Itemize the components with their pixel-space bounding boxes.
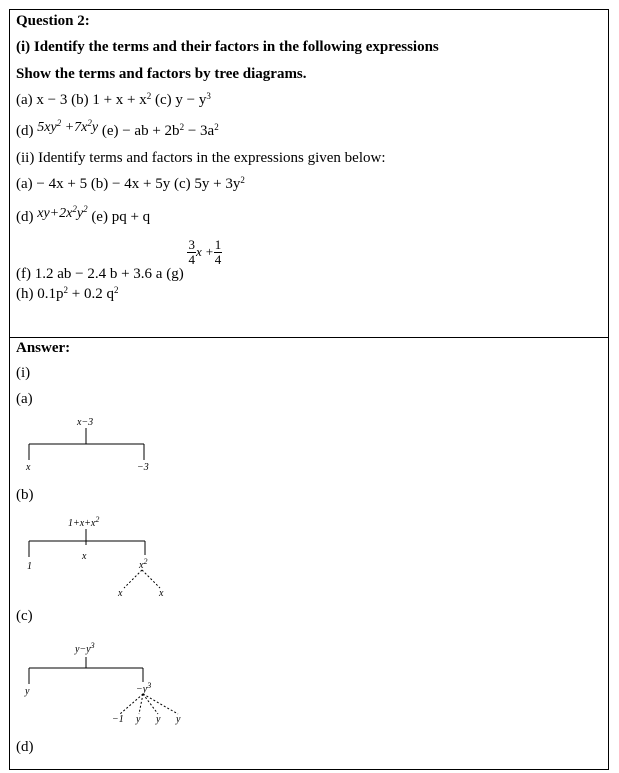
ii-line-d: (d) $xy+2x^2y^2$ (e) pq + q	[16, 204, 151, 225]
label-d: (d)	[16, 739, 34, 755]
tree-a-lines	[29, 428, 144, 460]
tree-c-dashed	[120, 694, 178, 714]
tree-b-dashed	[124, 570, 160, 588]
tree-a-right: −3	[137, 462, 149, 473]
fraction-one-quarter: $\frac{1}{4}$	[214, 237, 222, 267]
tree-c-right: $-y^3$	[136, 681, 152, 695]
tree-c-left: y	[25, 686, 30, 697]
tree-b-lines	[29, 529, 145, 557]
part-i-title: (i) Identify the terms and their factors in the following expressions	[16, 39, 439, 55]
tree-c-factor-2: y	[136, 714, 141, 725]
q-line-a: (a) x − 3 (b) $1 + x + x^2$ (c) $y - y^3$	[16, 91, 211, 108]
tree-c-factor-4: y	[176, 714, 181, 725]
label-c: (c)	[16, 608, 33, 624]
tree-b-left: 1	[27, 561, 32, 572]
ii-line-h: (h) $0.1p^2 + 0.2$ $q^2$	[16, 285, 119, 302]
q-line-d: (d) $5xy^2 +7x^2y$ (e) − ab + $2b^2 - 3a^2$	[16, 118, 219, 139]
tree-b-mid: x	[82, 551, 87, 562]
tree-c-factor-3: y	[156, 714, 161, 725]
ii-line-f: (f) 1.2 ab − 2.4 b + 3.6 a (g) $\frac{3}{4}$ x + $\frac{1}{4}$	[16, 237, 222, 282]
tree-c-lines	[29, 657, 143, 684]
tree-b-factor-1: x	[118, 588, 123, 599]
ii-line-a: (a) − 4x + 5 (b) − 4x + 5y (c) $5y + 3y^2$	[16, 175, 245, 192]
tree-c-factor-1: −1	[112, 714, 124, 725]
tree-a-left: x	[26, 462, 31, 473]
part-ii-title: (ii) Identify terms and factors in the expressions given below:	[16, 150, 386, 166]
question-heading: Question 2:	[16, 13, 90, 29]
part-i-subtitle: Show the terms and factors by tree diagrams.	[16, 66, 307, 82]
answer-heading: Answer:	[16, 340, 71, 356]
tree-c-root: $y-y^3$	[75, 641, 95, 655]
fraction-three-quarters: $\frac{3}{4}$	[188, 237, 195, 267]
label-b: (b)	[16, 487, 34, 503]
tree-a-root: x−3	[77, 417, 94, 428]
answer-part-i: (i)	[16, 365, 31, 381]
tree-b-factor-2: x	[159, 588, 164, 599]
tree-b-root: $1+x+x^2$	[68, 515, 100, 529]
tree-b-right: $x^2$	[139, 557, 148, 571]
label-a: (a)	[16, 391, 33, 407]
